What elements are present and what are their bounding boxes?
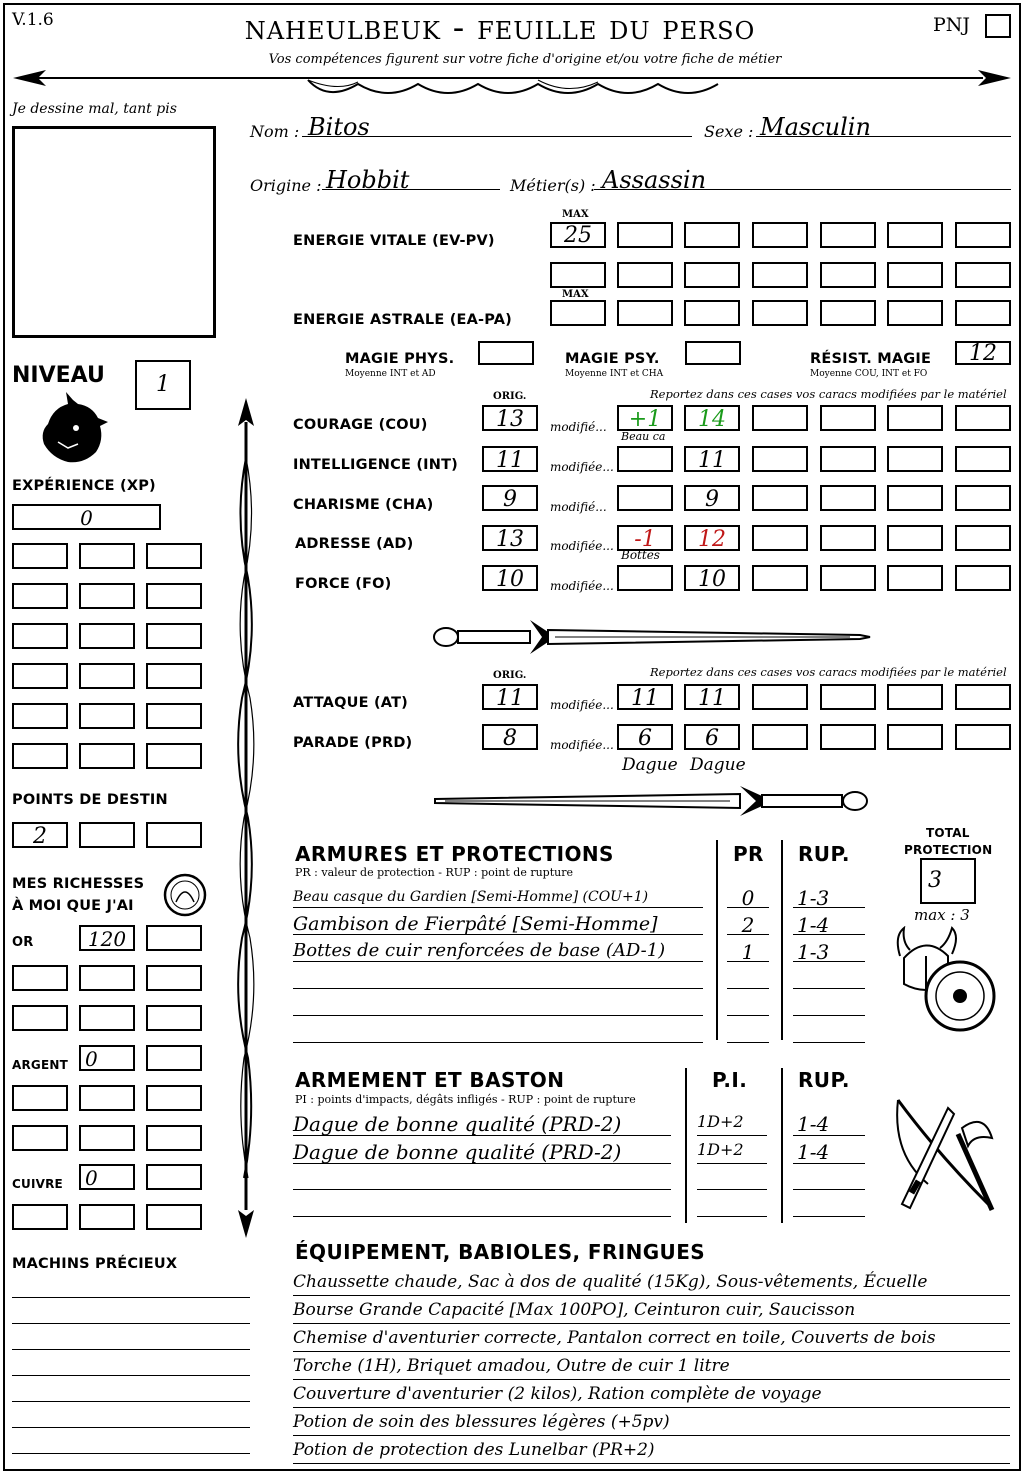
xp-cell[interactable] xyxy=(79,623,135,649)
attaque-label: ATTAQUE (AT) xyxy=(293,695,409,711)
coin-icon xyxy=(162,872,208,918)
or-box[interactable] xyxy=(79,1005,135,1031)
armure-row[interactable] xyxy=(293,913,703,935)
equipement-line[interactable] xyxy=(293,1300,1010,1324)
equipement-line[interactable] xyxy=(293,1328,1010,1352)
armure-pr[interactable] xyxy=(727,967,769,989)
armures-divider xyxy=(716,840,718,1040)
magie-psy-label: MAGIE PSY. xyxy=(565,351,660,367)
xp-cell[interactable] xyxy=(146,543,202,569)
adresse-orig-box[interactable] xyxy=(482,525,538,551)
attaque-extra-box[interactable] xyxy=(752,684,808,710)
adresse-final-value: 12 xyxy=(698,527,726,552)
parade-v2: 6 xyxy=(705,726,719,751)
charisme-extra-box[interactable] xyxy=(820,485,876,511)
courage-mod-value: +1 xyxy=(628,407,662,432)
argent-box[interactable] xyxy=(12,1125,68,1151)
force-extra-box[interactable] xyxy=(752,565,808,591)
or-box[interactable] xyxy=(146,925,202,951)
richesses-label-2: À MOI QUE J'AI xyxy=(12,898,134,914)
courage-mod-box[interactable] xyxy=(617,405,673,431)
total-max-label: max : 3 xyxy=(914,906,970,924)
total-protection-value: 3 xyxy=(928,868,942,893)
parade-label: PARADE (PRD) xyxy=(293,735,413,751)
armement-rup-label: RUP. xyxy=(798,1068,850,1092)
parade-orig-value: 8 xyxy=(503,726,517,751)
armure-rup-value: 1-3 xyxy=(797,940,830,964)
parade-extra-box[interactable] xyxy=(752,724,808,750)
courage-extra-box[interactable] xyxy=(752,405,808,431)
argent-box[interactable] xyxy=(79,1045,135,1071)
intelligence-mod-box[interactable] xyxy=(617,446,673,472)
attaque-mod-box[interactable] xyxy=(617,684,673,710)
armure-row[interactable] xyxy=(293,967,703,989)
arme-rup-value: 1-4 xyxy=(797,1140,830,1164)
portrait-box[interactable] xyxy=(12,126,216,338)
ev-label: ENERGIE VITALE (EV-PV) xyxy=(293,233,495,249)
arme-rup[interactable] xyxy=(793,1195,865,1217)
resist-magie-value: 12 xyxy=(969,341,997,366)
arme-rup-value: 1-4 xyxy=(797,1112,830,1136)
armure-rup-value: 1-4 xyxy=(797,913,830,937)
sexe-value: Masculin xyxy=(760,113,871,141)
richesses-label-1: MES RICHESSES xyxy=(12,876,145,892)
argent-box[interactable] xyxy=(79,1085,135,1111)
armement-title: ARMEMENT ET BASTON xyxy=(295,1068,565,1092)
charisme-final-box[interactable] xyxy=(684,485,740,511)
courage-label: COURAGE (COU) xyxy=(293,417,428,433)
ev-box[interactable] xyxy=(887,262,943,288)
arme-rup[interactable] xyxy=(793,1140,865,1164)
charisme-extra-box[interactable] xyxy=(752,485,808,511)
armure-row[interactable] xyxy=(293,1021,703,1043)
arme-row[interactable] xyxy=(293,1168,671,1190)
charisme-mod-label: modifié... xyxy=(550,500,607,514)
metier-label: Métier(s) : xyxy=(510,176,596,195)
total-protection-box[interactable] xyxy=(920,858,976,904)
equipement-text: Chemise d'aventurier correcte, Pantalon correct en toile, Couverts de bois xyxy=(293,1328,936,1348)
nom-field[interactable] xyxy=(302,113,692,141)
machins-line[interactable] xyxy=(12,1358,250,1376)
pnj-label: PNJ xyxy=(933,14,971,36)
destin-box[interactable] xyxy=(12,822,68,848)
armure-pr[interactable] xyxy=(727,1021,769,1043)
adresse-mod-value: -1 xyxy=(634,527,656,552)
combat-orig-label: ORIG. xyxy=(493,670,527,681)
armure-pr[interactable] xyxy=(727,940,769,962)
parade-extra-box[interactable] xyxy=(820,724,876,750)
courage-orig-box[interactable] xyxy=(482,405,538,431)
armures-rup-label: RUP. xyxy=(798,842,850,866)
parade-final-box[interactable] xyxy=(684,724,740,750)
ev-box[interactable] xyxy=(955,222,1011,248)
courage-extra-box[interactable] xyxy=(955,405,1011,431)
xp-cell[interactable] xyxy=(79,663,135,689)
adresse-extra-box[interactable] xyxy=(887,525,943,551)
intelligence-extra-box[interactable] xyxy=(820,446,876,472)
armure-row[interactable] xyxy=(293,886,703,908)
parade-mod-box[interactable] xyxy=(617,724,673,750)
argent-box[interactable] xyxy=(12,1085,68,1111)
argent-value: 0 xyxy=(85,1047,98,1071)
charisme-extra-box[interactable] xyxy=(955,485,1011,511)
armure-row[interactable] xyxy=(293,940,703,962)
equipement-text: Bourse Grande Capacité [Max 100PO], Ceinturon cuir, Saucisson xyxy=(293,1300,856,1320)
armure-rup[interactable] xyxy=(793,940,865,962)
intelligence-final-box[interactable] xyxy=(684,446,740,472)
armure-rup[interactable] xyxy=(793,994,865,1016)
equipement-line[interactable] xyxy=(293,1356,1010,1380)
xp-cell[interactable] xyxy=(12,703,68,729)
force-extra-box[interactable] xyxy=(887,565,943,591)
force-orig-value: 10 xyxy=(496,567,524,592)
intelligence-final-value: 11 xyxy=(698,448,726,473)
arme-pi-value: 1D+2 xyxy=(697,1140,744,1159)
magie-psy-box[interactable] xyxy=(685,341,741,365)
machins-line[interactable] xyxy=(12,1280,250,1298)
attaque-extra-box[interactable] xyxy=(955,684,1011,710)
vertical-spear-ornament xyxy=(226,398,266,1238)
intelligence-extra-box[interactable] xyxy=(752,446,808,472)
combat-note: Reportez dans ces cases vos caracs modifiées par le matériel xyxy=(650,665,1007,679)
nom-label: Nom : xyxy=(250,122,300,141)
cuivre-box[interactable] xyxy=(146,1204,202,1230)
total-label-1: TOTAL xyxy=(926,826,970,840)
charisme-label: CHARISME (CHA) xyxy=(293,497,434,513)
equipement-text: Couverture d'aventurier (2 kilos), Ration complète de voyage xyxy=(293,1384,822,1404)
arme-pi[interactable] xyxy=(697,1140,767,1164)
magie-psy-sub: Moyenne INT et CHA xyxy=(565,369,664,379)
armure-rup-value: 1-3 xyxy=(797,886,830,910)
cuivre-box[interactable] xyxy=(79,1204,135,1230)
armure-pr[interactable] xyxy=(727,913,769,935)
ev-max-value: 25 xyxy=(564,223,592,248)
attaque-extra-box[interactable] xyxy=(887,684,943,710)
equipement-line[interactable] xyxy=(293,1384,1010,1408)
ev-box[interactable] xyxy=(684,222,740,248)
armure-name: Gambison de Fierpâté [Semi-Homme] xyxy=(293,913,658,935)
adresse-mod-note: Bottes xyxy=(621,548,660,562)
ev-box[interactable] xyxy=(955,262,1011,288)
xp-cell[interactable] xyxy=(146,583,202,609)
adresse-label: ADRESSE (AD) xyxy=(295,536,414,552)
equipement-title: ÉQUIPEMENT, BABIOLES, FRINGUES xyxy=(295,1240,706,1264)
ev-box[interactable] xyxy=(617,262,673,288)
ea-box[interactable] xyxy=(820,300,876,326)
dragon-icon xyxy=(38,392,108,464)
parade-extra-box[interactable] xyxy=(887,724,943,750)
or-box[interactable] xyxy=(146,965,202,991)
armure-name: Bottes de cuir renforcées de base (AD-1) xyxy=(293,940,666,961)
argent-box[interactable] xyxy=(146,1085,202,1111)
version-label: V.1.6 xyxy=(12,10,54,30)
xp-cell[interactable] xyxy=(79,543,135,569)
sword-icon xyxy=(430,612,875,662)
caracs-note: Reportez dans ces cases vos caracs modifiées par le matériel xyxy=(650,387,1007,401)
xp-value: 0 xyxy=(80,506,93,530)
courage-mod-label: modifié... xyxy=(550,420,607,434)
metier-field[interactable] xyxy=(594,166,1011,194)
machins-line[interactable] xyxy=(12,1332,250,1350)
arme-row[interactable] xyxy=(293,1140,671,1164)
force-final-box[interactable] xyxy=(684,565,740,591)
intelligence-orig-value: 11 xyxy=(496,448,524,473)
machins-label: MACHINS PRÉCIEUX xyxy=(12,1256,178,1272)
arme-name: Dague de bonne qualité (PRD-2) xyxy=(293,1140,622,1164)
portrait-caption: Je dessine mal, tant pis xyxy=(12,101,177,117)
ev-max-label: MAX xyxy=(562,209,589,220)
parade-v1: 6 xyxy=(638,726,652,751)
attaque-v1: 11 xyxy=(631,686,659,711)
armement-divider xyxy=(685,1068,687,1223)
origine-label: Origine : xyxy=(250,176,322,195)
force-label: FORCE (FO) xyxy=(295,576,392,592)
xp-cell[interactable] xyxy=(12,743,68,769)
xp-label: EXPÉRIENCE (XP) xyxy=(12,478,156,494)
armement-sub: PI : points d'impacts, dégâts infligés - RUP : point de rupture xyxy=(295,1093,636,1106)
arme-name: Dague de bonne qualité (PRD-2) xyxy=(293,1112,622,1136)
equipement-line[interactable] xyxy=(293,1440,1010,1464)
machins-line[interactable] xyxy=(12,1306,250,1324)
arme-rup[interactable] xyxy=(793,1112,865,1136)
sexe-label: Sexe : xyxy=(704,122,754,141)
argent-box[interactable] xyxy=(146,1045,202,1071)
metier-value: Assassin xyxy=(602,166,707,194)
weapon-under-2: Dague xyxy=(690,755,746,775)
or-box[interactable] xyxy=(79,925,135,951)
ea-max-label: MAX xyxy=(562,289,589,300)
courage-mod-note: Beau ca xyxy=(621,430,666,443)
intelligence-mod-label: modifiée... xyxy=(550,460,614,474)
or-box[interactable] xyxy=(146,1005,202,1031)
cuivre-label: CUIVRE xyxy=(12,1177,63,1191)
niveau-box[interactable] xyxy=(135,360,191,410)
attaque-v2: 11 xyxy=(698,686,726,711)
parade-orig-box[interactable] xyxy=(482,724,538,750)
armures-pr-label: PR xyxy=(733,842,764,866)
or-box[interactable] xyxy=(79,965,135,991)
intelligence-extra-box[interactable] xyxy=(955,446,1011,472)
equipement-text: Torche (1H), Briquet amadou, Outre de cuir 1 litre xyxy=(293,1356,730,1376)
armure-name: Beau casque du Gardien [Semi-Homme] (COU+1) xyxy=(293,889,649,905)
machins-line[interactable] xyxy=(12,1410,250,1428)
destin-box[interactable] xyxy=(146,822,202,848)
total-label-2: PROTECTION xyxy=(904,843,993,857)
attaque-final-box[interactable] xyxy=(684,684,740,710)
courage-extra-box[interactable] xyxy=(820,405,876,431)
or-label: OR xyxy=(12,935,34,950)
magie-phys-sub: Moyenne INT et AD xyxy=(345,369,436,379)
xp-box[interactable] xyxy=(12,504,161,530)
armure-pr-value: 0 xyxy=(741,886,755,910)
parade-extra-box[interactable] xyxy=(955,724,1011,750)
xp-cell[interactable] xyxy=(79,703,135,729)
charisme-extra-box[interactable] xyxy=(887,485,943,511)
page-title: naheulbeuk - feuille du perso xyxy=(244,8,756,48)
armement-pi-label: P.I. xyxy=(712,1068,748,1092)
xp-cell[interactable] xyxy=(79,743,135,769)
xp-cell[interactable] xyxy=(12,623,68,649)
cuivre-box[interactable] xyxy=(146,1164,202,1190)
magie-phys-label: MAGIE PHYS. xyxy=(345,351,455,367)
armement-divider xyxy=(781,1068,783,1223)
resist-magie-box[interactable] xyxy=(955,341,1011,365)
ea-box[interactable] xyxy=(887,300,943,326)
niveau-value: 1 xyxy=(156,372,170,397)
origine-field[interactable] xyxy=(322,166,500,194)
magie-phys-box[interactable] xyxy=(478,341,534,365)
ev-box[interactable] xyxy=(752,222,808,248)
charisme-orig-box[interactable] xyxy=(482,485,538,511)
charisme-orig-value: 9 xyxy=(503,487,517,512)
intelligence-extra-box[interactable] xyxy=(887,446,943,472)
page-subtitle: Vos compétences figurent sur votre fiche d'origine et/ou votre fiche de métier xyxy=(268,52,782,67)
armure-pr-value: 1 xyxy=(741,940,755,964)
adresse-orig-value: 13 xyxy=(496,527,524,552)
machins-line[interactable] xyxy=(12,1436,250,1454)
armure-pr[interactable] xyxy=(727,886,769,908)
xp-cell[interactable] xyxy=(146,703,202,729)
force-extra-box[interactable] xyxy=(820,565,876,591)
arme-row[interactable] xyxy=(293,1195,671,1217)
charisme-final-value: 9 xyxy=(705,487,719,512)
arme-pi-value: 1D+2 xyxy=(697,1112,744,1131)
ev-box[interactable] xyxy=(550,262,606,288)
ea-box[interactable] xyxy=(617,300,673,326)
ea-box[interactable] xyxy=(752,300,808,326)
attaque-mod-label: modifiée... xyxy=(550,698,614,712)
cuivre-box[interactable] xyxy=(12,1204,68,1230)
xp-cell[interactable] xyxy=(79,583,135,609)
ev-box[interactable] xyxy=(617,222,673,248)
equipement-text: Potion de protection des Lunelbar (PR+2) xyxy=(293,1440,655,1460)
helmet-shield-icon xyxy=(890,926,1000,1041)
armure-rup[interactable] xyxy=(793,886,865,908)
sexe-field[interactable] xyxy=(756,113,1011,141)
argent-box[interactable] xyxy=(146,1125,202,1151)
equipement-text: Chaussette chaude, Sac à dos de qualité (15Kg), Sous-vêtements, Écuelle xyxy=(293,1272,928,1292)
force-extra-box[interactable] xyxy=(955,565,1011,591)
intelligence-label: INTELLIGENCE (INT) xyxy=(293,457,459,473)
xp-cell[interactable] xyxy=(12,543,68,569)
xp-cell[interactable] xyxy=(146,663,202,689)
argent-box[interactable] xyxy=(79,1125,135,1151)
destin-label: POINTS DE DESTIN xyxy=(12,792,168,808)
arme-pi[interactable] xyxy=(697,1195,767,1217)
argent-label: ARGENT xyxy=(12,1058,69,1072)
adresse-extra-box[interactable] xyxy=(820,525,876,551)
ea-box[interactable] xyxy=(684,300,740,326)
or-value: 120 xyxy=(87,927,127,951)
ev-box[interactable] xyxy=(820,222,876,248)
courage-orig-value: 13 xyxy=(496,407,524,432)
armure-row[interactable] xyxy=(293,994,703,1016)
ev-max-box[interactable] xyxy=(550,222,606,248)
ea-label: ENERGIE ASTRALE (EA-PA) xyxy=(293,312,513,328)
pnj-checkbox[interactable] xyxy=(985,14,1011,38)
adresse-final-box[interactable] xyxy=(684,525,740,551)
destin-box[interactable] xyxy=(79,822,135,848)
armures-divider xyxy=(781,840,783,1040)
ev-box[interactable] xyxy=(887,222,943,248)
adresse-extra-box[interactable] xyxy=(955,525,1011,551)
attaque-extra-box[interactable] xyxy=(820,684,876,710)
armure-rup[interactable] xyxy=(793,1021,865,1043)
or-box[interactable] xyxy=(12,1005,68,1031)
arme-row[interactable] xyxy=(293,1112,671,1136)
armures-sub: PR : valeur de protection - RUP : point de rupture xyxy=(295,866,573,879)
attaque-orig-value: 11 xyxy=(496,686,524,711)
adresse-mod-label: modifiée... xyxy=(550,539,614,553)
ev-box[interactable] xyxy=(752,262,808,288)
courage-extra-box[interactable] xyxy=(887,405,943,431)
machins-line[interactable] xyxy=(12,1384,250,1402)
resist-magie-label: RÉSIST. MAGIE xyxy=(810,351,932,367)
armure-pr-value: 2 xyxy=(741,913,755,937)
crossed-weapons-icon xyxy=(888,1094,1008,1216)
niveau-label: NIVEAU xyxy=(12,363,105,388)
equipement-line[interactable] xyxy=(293,1412,1010,1436)
xp-cell[interactable] xyxy=(12,583,68,609)
xp-cell[interactable] xyxy=(146,623,202,649)
armures-title: ARMURES ET PROTECTIONS xyxy=(295,842,614,866)
armure-pr[interactable] xyxy=(727,994,769,1016)
resist-magie-sub: Moyenne COU, INT et FO xyxy=(810,369,928,379)
attaque-orig-box[interactable] xyxy=(482,684,538,710)
intelligence-orig-box[interactable] xyxy=(482,446,538,472)
nom-value: Bitos xyxy=(308,113,370,141)
equipement-line[interactable] xyxy=(293,1272,1010,1296)
ea-max-box[interactable] xyxy=(550,300,606,326)
destin-value: 2 xyxy=(33,824,47,849)
force-orig-box[interactable] xyxy=(482,565,538,591)
ev-box[interactable] xyxy=(820,262,876,288)
sword-icon xyxy=(430,776,875,826)
xp-cell[interactable] xyxy=(146,743,202,769)
adresse-extra-box[interactable] xyxy=(752,525,808,551)
cuivre-value: 0 xyxy=(85,1166,98,1190)
arme-rup[interactable] xyxy=(793,1168,865,1190)
or-box[interactable] xyxy=(12,965,68,991)
force-mod-box[interactable] xyxy=(617,565,673,591)
force-final-value: 10 xyxy=(698,567,726,592)
armure-rup[interactable] xyxy=(793,967,865,989)
ea-box[interactable] xyxy=(955,300,1011,326)
courage-final-box[interactable] xyxy=(684,405,740,431)
spear-banner-ornament xyxy=(8,62,1016,106)
charisme-mod-box[interactable] xyxy=(617,485,673,511)
armure-rup[interactable] xyxy=(793,913,865,935)
force-mod-label: modifiée... xyxy=(550,579,614,593)
arme-pi[interactable] xyxy=(697,1168,767,1190)
caracs-orig-label: ORIG. xyxy=(493,391,527,402)
equipement-text: Potion de soin des blessures légères (+5pv) xyxy=(293,1412,670,1432)
courage-final-value: 14 xyxy=(698,407,726,432)
cuivre-box[interactable] xyxy=(79,1164,135,1190)
weapon-under-1: Dague xyxy=(622,755,678,775)
ev-box[interactable] xyxy=(684,262,740,288)
arme-pi[interactable] xyxy=(697,1112,767,1136)
parade-mod-label: modifiée... xyxy=(550,738,614,752)
origine-value: Hobbit xyxy=(326,166,410,194)
xp-cell[interactable] xyxy=(12,663,68,689)
